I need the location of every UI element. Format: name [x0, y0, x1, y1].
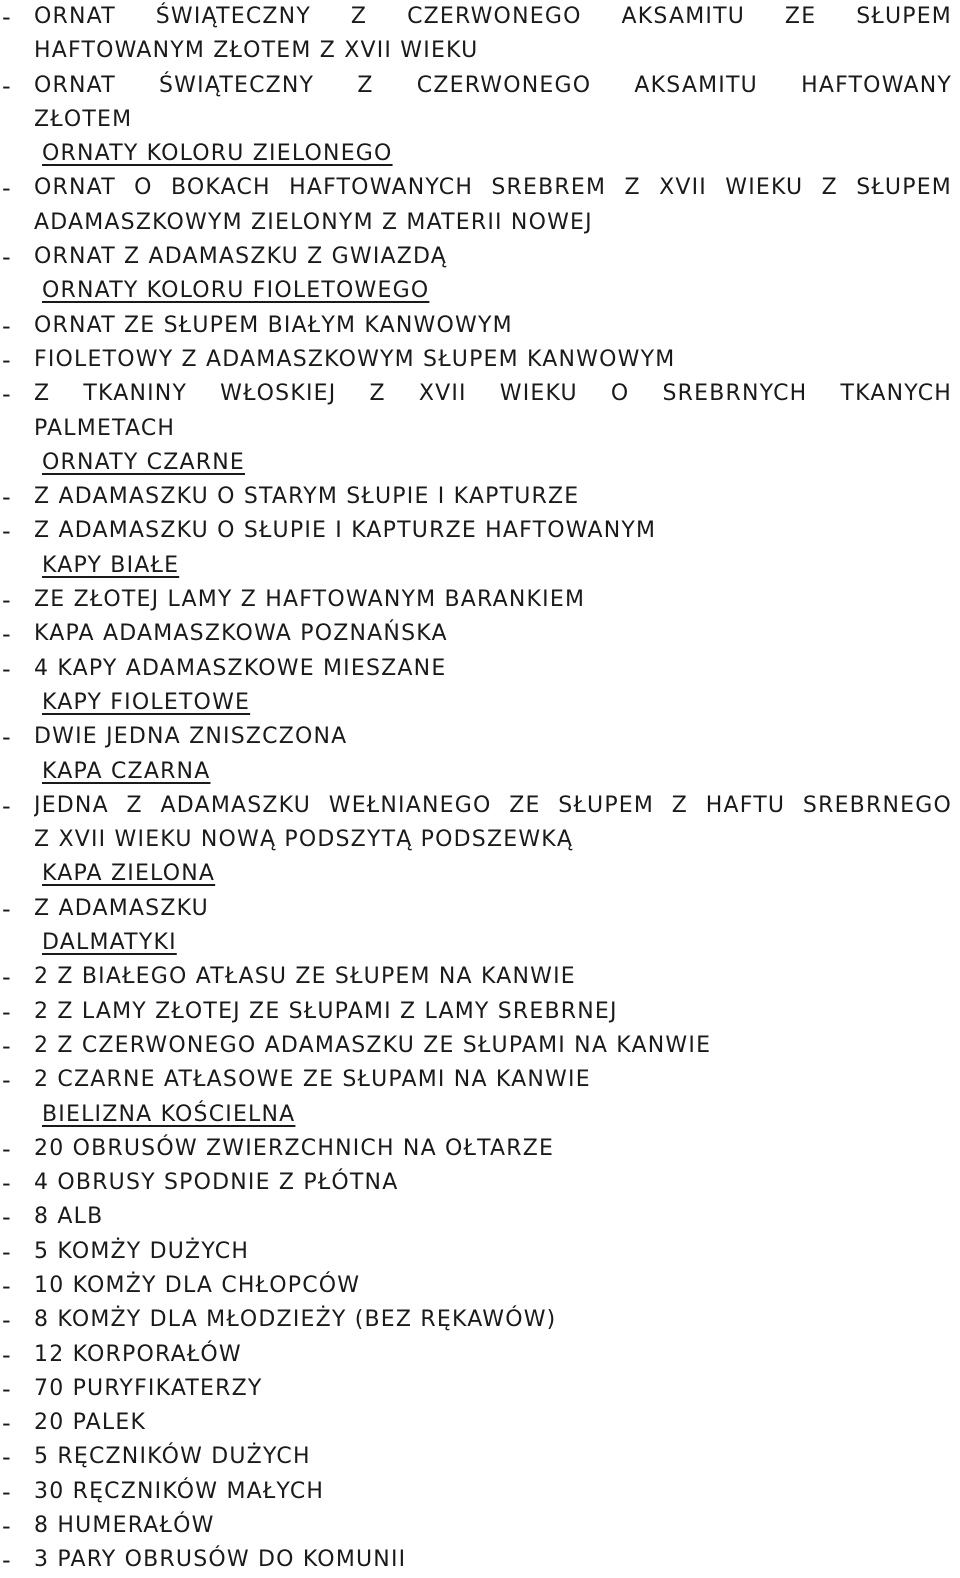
list-item — [0, 1303, 960, 1337]
list-bullet-dash: - — [2, 791, 12, 820]
section-heading-text: KAPA CZARNA — [42, 758, 211, 784]
list-item-text: ORNAT ZE SŁUPEM BIAŁYM KANWOWYM — [34, 312, 513, 338]
list-item-continuation — [0, 103, 960, 137]
list-bullet-dash: - — [2, 3, 12, 31]
list-item — [0, 652, 960, 686]
list-item — [0, 377, 960, 411]
list-item — [0, 617, 960, 651]
list-item-text: JEDNA Z ADAMASZKU WEŁNIANEGO ZE SŁUPEM Z HAFTU SREBRNEGO — [34, 792, 952, 818]
list-item-text: 20 PALEK — [34, 1410, 147, 1436]
section-heading — [0, 446, 960, 480]
list-item-text: FIOLETOWY Z ADAMASZKOWYM SŁUPEM KANWOWYM — [34, 346, 676, 372]
list-bullet-dash: - — [2, 243, 12, 272]
list-bullet-dash: - — [2, 311, 12, 340]
list-bullet-dash: - — [2, 1271, 12, 1300]
section-heading-text: KAPY BIAŁE — [42, 552, 180, 578]
section-heading-text: ORNATY KOLORU FIOLETOWEGO — [42, 278, 430, 304]
list-item-text: 2 Z CZERWONEGO ADAMASZKU ZE SŁUPAMI NA KANWIE — [34, 1032, 712, 1058]
list-item-text: Z ADAMASZKU — [34, 895, 209, 921]
list-item — [0, 1269, 960, 1303]
section-heading — [0, 549, 960, 583]
list-bullet-dash: - — [2, 1306, 12, 1335]
list-bullet-dash: - — [2, 963, 12, 992]
list-bullet-dash: - — [2, 997, 12, 1026]
list-item-text: ADAMASZKOWYM ZIELONYM Z MATERII NOWEJ — [34, 209, 593, 235]
list-item — [0, 240, 960, 274]
list-item — [0, 960, 960, 994]
list-item-text: 2 Z LAMY ZŁOTEJ ZE SŁUPAMI Z LAMY SREBRNEJ — [34, 998, 618, 1024]
list-item-text: DWIE JEDNA ZNISZCZONA — [34, 724, 348, 750]
list-item-text: 2 Z BIAŁEGO ATŁASU ZE SŁUPEM NA KANWIE — [34, 964, 576, 990]
list-bullet-dash: - — [2, 1340, 12, 1369]
list-bullet-dash: - — [2, 1203, 12, 1232]
list-item-text: PALMETACH — [34, 415, 176, 441]
list-bullet-dash: - — [2, 1477, 12, 1506]
section-heading — [0, 274, 960, 308]
section-heading-text: ORNATY CZARNE — [42, 449, 245, 475]
list-item-text: 5 RĘCZNIKÓW DUŻYCH — [34, 1444, 311, 1470]
list-item-text: ORNAT ŚWIĄTECZNY Z CZERWONEGO AKSAMITU HAFTOWANY — [34, 72, 952, 98]
section-heading — [0, 137, 960, 171]
section-heading — [0, 1098, 960, 1132]
list-bullet-dash: - — [2, 380, 12, 409]
list-item — [0, 480, 960, 514]
list-item — [0, 1132, 960, 1166]
list-bullet-dash: - — [2, 1237, 12, 1266]
list-bullet-dash: - — [2, 1512, 12, 1541]
list-item — [0, 171, 960, 205]
list-item-text: HAFTOWANYM ZŁOTEM Z XVII WIEKU — [34, 38, 479, 64]
section-heading — [0, 857, 960, 891]
list-bullet-dash: - — [2, 723, 12, 752]
section-heading-text: ORNATY KOLORU ZIELONEGO — [42, 141, 393, 167]
list-item-text: 10 KOMŻY DLA CHŁOPCÓW — [34, 1272, 361, 1298]
list-bullet-dash: - — [2, 1409, 12, 1438]
list-item — [0, 1475, 960, 1509]
list-item-text: 4 KAPY ADAMASZKOWE MIESZANE — [34, 655, 447, 681]
list-bullet-dash: - — [2, 1443, 12, 1472]
list-item — [0, 1406, 960, 1440]
list-item — [0, 720, 960, 754]
list-item-text: 8 KOMŻY DLA MŁODZIEŻY (BEZ RĘKAWÓW) — [34, 1307, 557, 1333]
list-item-continuation — [0, 34, 960, 68]
list-item-text: 20 OBRUSÓW ZWIERZCHNICH NA OŁTARZE — [34, 1135, 555, 1161]
list-item — [0, 1235, 960, 1269]
list-item-text: Z TKANINY WŁOSKIEJ Z XVII WIEKU O SREBRNYCH TKANYCH — [34, 381, 952, 407]
list-item-text: 8 HUMERAŁÓW — [34, 1513, 215, 1539]
list-item-text: 30 RĘCZNIKÓW MAŁYCH — [34, 1478, 325, 1504]
list-bullet-dash: - — [2, 483, 12, 512]
list-item-text: ZE ZŁOTEJ LAMY Z HAFTOWANYM BARANKIEM — [34, 587, 586, 613]
list-item-text: ORNAT O BOKACH HAFTOWANYCH SREBREM Z XVII WIEKU Z SŁUPEM — [34, 175, 952, 201]
section-heading-text: KAPY FIOLETOWE — [42, 689, 251, 715]
list-item-text: 70 PURYFIKATERZY — [34, 1375, 263, 1401]
list-bullet-dash: - — [2, 1169, 12, 1198]
list-item-text: ORNAT Z ADAMASZKU Z GWIAZDĄ — [34, 244, 448, 270]
list-item-text: 2 CZARNE ATŁASOWE ZE SŁUPAMI NA KANWIE — [34, 1067, 591, 1093]
list-item — [0, 1200, 960, 1234]
list-item-text: ORNAT ŚWIĄTECZNY Z CZERWONEGO AKSAMITU ZE SŁUPEM — [34, 4, 952, 29]
list-item — [0, 1509, 960, 1543]
section-heading — [0, 686, 960, 720]
list-bullet-dash: - — [2, 894, 12, 923]
list-item — [0, 892, 960, 926]
section-heading — [0, 926, 960, 960]
list-item-continuation — [0, 823, 960, 857]
list-item — [0, 1063, 960, 1097]
list-item — [0, 1029, 960, 1063]
list-item-continuation — [0, 412, 960, 446]
list-bullet-dash: - — [2, 1031, 12, 1060]
list-bullet-dash: - — [2, 586, 12, 615]
section-heading — [0, 755, 960, 789]
section-heading-text: BIELIZNA KOŚCIELNA — [42, 1101, 296, 1127]
list-item-text: KAPA ADAMASZKOWA POZNAŃSKA — [34, 621, 448, 647]
list-item-text: 5 KOMŻY DUŻYCH — [34, 1238, 250, 1264]
list-bullet-dash: - — [2, 1134, 12, 1163]
list-bullet-dash: - — [2, 1546, 12, 1575]
list-bullet-dash: - — [2, 1066, 12, 1095]
list-item-text: Z ADAMASZKU O STARYM SŁUPIE I KAPTURZE — [34, 484, 580, 510]
list-bullet-dash: - — [2, 654, 12, 683]
list-item-text: 8 ALB — [34, 1204, 104, 1230]
list-item — [0, 1338, 960, 1372]
list-item — [0, 343, 960, 377]
list-item-text: 4 OBRUSY SPODNIE Z PŁÓTNA — [34, 1170, 399, 1196]
section-heading-text: DALMATYKI — [42, 930, 177, 956]
list-item — [0, 1440, 960, 1474]
list-item-text: 12 KORPORAŁÓW — [34, 1341, 242, 1367]
list-item — [0, 995, 960, 1029]
list-item — [0, 583, 960, 617]
list-item — [0, 514, 960, 548]
list-item — [0, 0, 960, 34]
list-bullet-dash: - — [2, 620, 12, 649]
list-item-text: Z XVII WIEKU NOWĄ PODSZYTĄ PODSZEWKĄ — [34, 827, 574, 853]
list-bullet-dash: - — [2, 517, 12, 546]
list-item-text: 3 PARY OBRUSÓW DO KOMUNII — [34, 1547, 407, 1573]
list-item — [0, 1372, 960, 1406]
list-item — [0, 789, 960, 823]
list-bullet-dash: - — [2, 1374, 12, 1403]
list-item-text: ZŁOTEM — [34, 106, 133, 132]
list-item-text: Z ADAMASZKU O SŁUPIE I KAPTURZE HAFTOWANYM — [34, 518, 657, 544]
list-item — [0, 69, 960, 103]
list-item — [0, 1166, 960, 1200]
section-heading-text: KAPA ZIELONA — [42, 861, 216, 887]
list-bullet-dash: - — [2, 174, 12, 203]
list-bullet-dash: - — [2, 345, 12, 374]
list-bullet-dash: - — [2, 71, 12, 100]
list-item-continuation — [0, 206, 960, 240]
list-item — [0, 309, 960, 343]
